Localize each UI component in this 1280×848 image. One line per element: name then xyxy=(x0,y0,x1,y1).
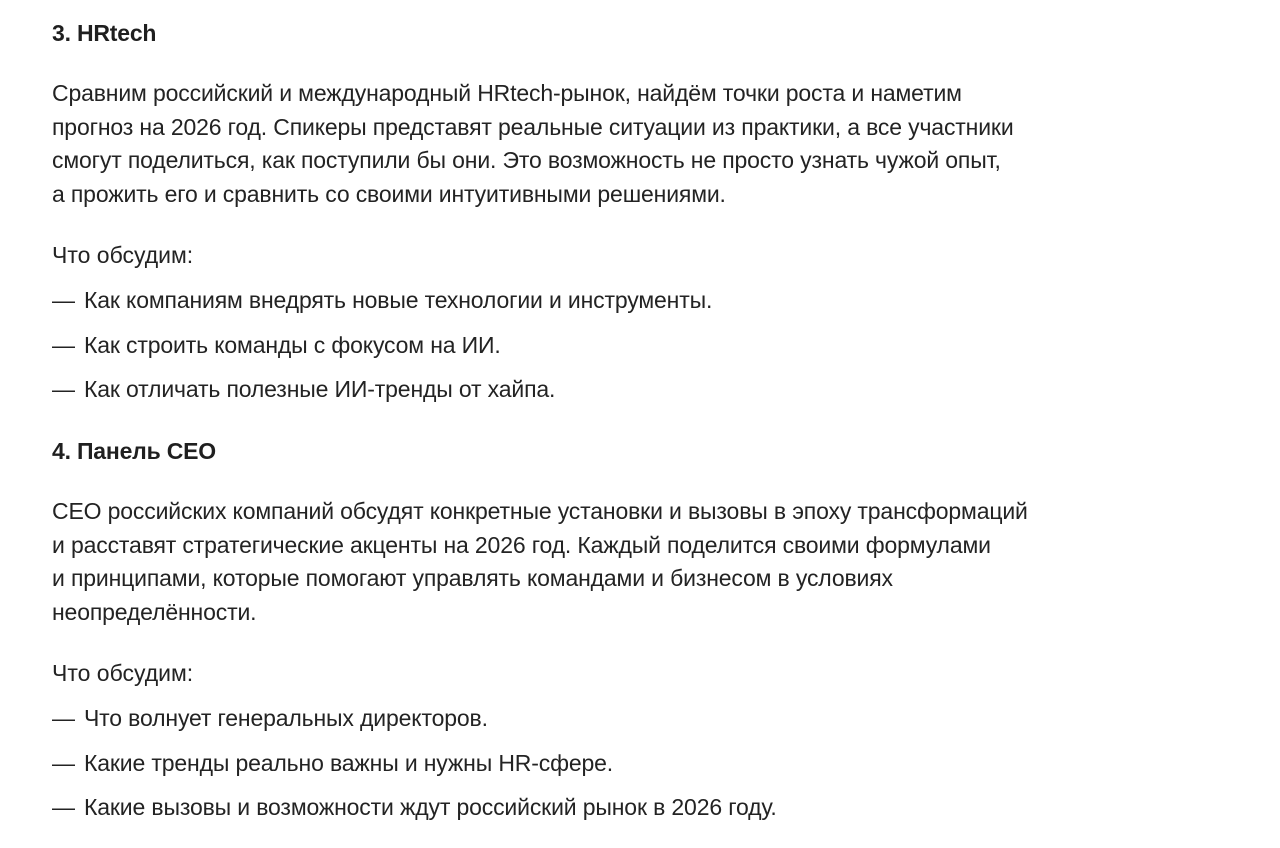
list-item-text: Как строить команды с фокусом на ИИ. xyxy=(84,331,501,358)
list-item xyxy=(52,701,1172,735)
dash-marker: — xyxy=(52,749,75,776)
paragraph-line: неопределённости. xyxy=(52,598,257,625)
dash-marker: — xyxy=(52,705,75,731)
list-item xyxy=(52,283,1172,317)
section-hrtech xyxy=(52,16,1172,417)
list-item-text: Как отличать полезные ИИ-тренды от хайпа. xyxy=(84,376,556,402)
paragraph-line: прогноз на 2026 год. Спикеры представят реальные ситуации из практики, а все участники xyxy=(52,113,1014,140)
section-ceo-panel xyxy=(52,434,1172,835)
list-item xyxy=(52,746,1172,780)
section-paragraph xyxy=(52,495,1172,629)
bullet-list xyxy=(52,701,1172,824)
list-item xyxy=(52,328,1172,362)
dash-marker: — xyxy=(52,376,75,402)
paragraph-line: и расставят стратегические акценты на 2026 год. Каждый поделится своими формулами xyxy=(52,531,991,558)
dash-marker: — xyxy=(52,287,75,313)
list-item xyxy=(52,790,1172,824)
section-heading: 4. Панель CEO xyxy=(52,438,216,464)
list-item-text: Какие тренды реально важны и нужны HR-сфере. xyxy=(84,749,614,776)
list-item xyxy=(52,372,1172,406)
list-item-text: Что волнует генеральных директоров. xyxy=(84,705,488,731)
bullet-list xyxy=(52,283,1172,406)
section-heading: 3. HRtech xyxy=(52,20,157,46)
discuss-label: Что обсудим: xyxy=(52,660,194,686)
paragraph-line: Сравним российский и международный HRtech-рынок, найдём точки роста и наметим xyxy=(52,80,962,106)
paragraph-line: и принципами, которые помогают управлять командами и бизнесом в условиях xyxy=(52,565,893,591)
list-item-text: Какие вызовы и возможности ждут российский рынок в 2026 году. xyxy=(84,794,777,820)
paragraph-line: CEO российских компаний обсудят конкретные установки и вызовы в эпоху трансформаций xyxy=(52,498,1028,524)
section-paragraph xyxy=(52,77,1172,211)
paragraph-line: а прожить его и сравнить со своими интуитивными решениями. xyxy=(52,180,726,207)
dash-marker: — xyxy=(52,794,75,820)
discuss-label: Что обсудим: xyxy=(52,242,194,268)
list-item-text: Как компаниям внедрять новые технологии и инструменты. xyxy=(84,287,713,313)
dash-marker: — xyxy=(52,331,75,358)
paragraph-line: смогут поделиться, как поступили бы они. Это возможность не просто узнать чужой опыт, xyxy=(52,147,1001,173)
